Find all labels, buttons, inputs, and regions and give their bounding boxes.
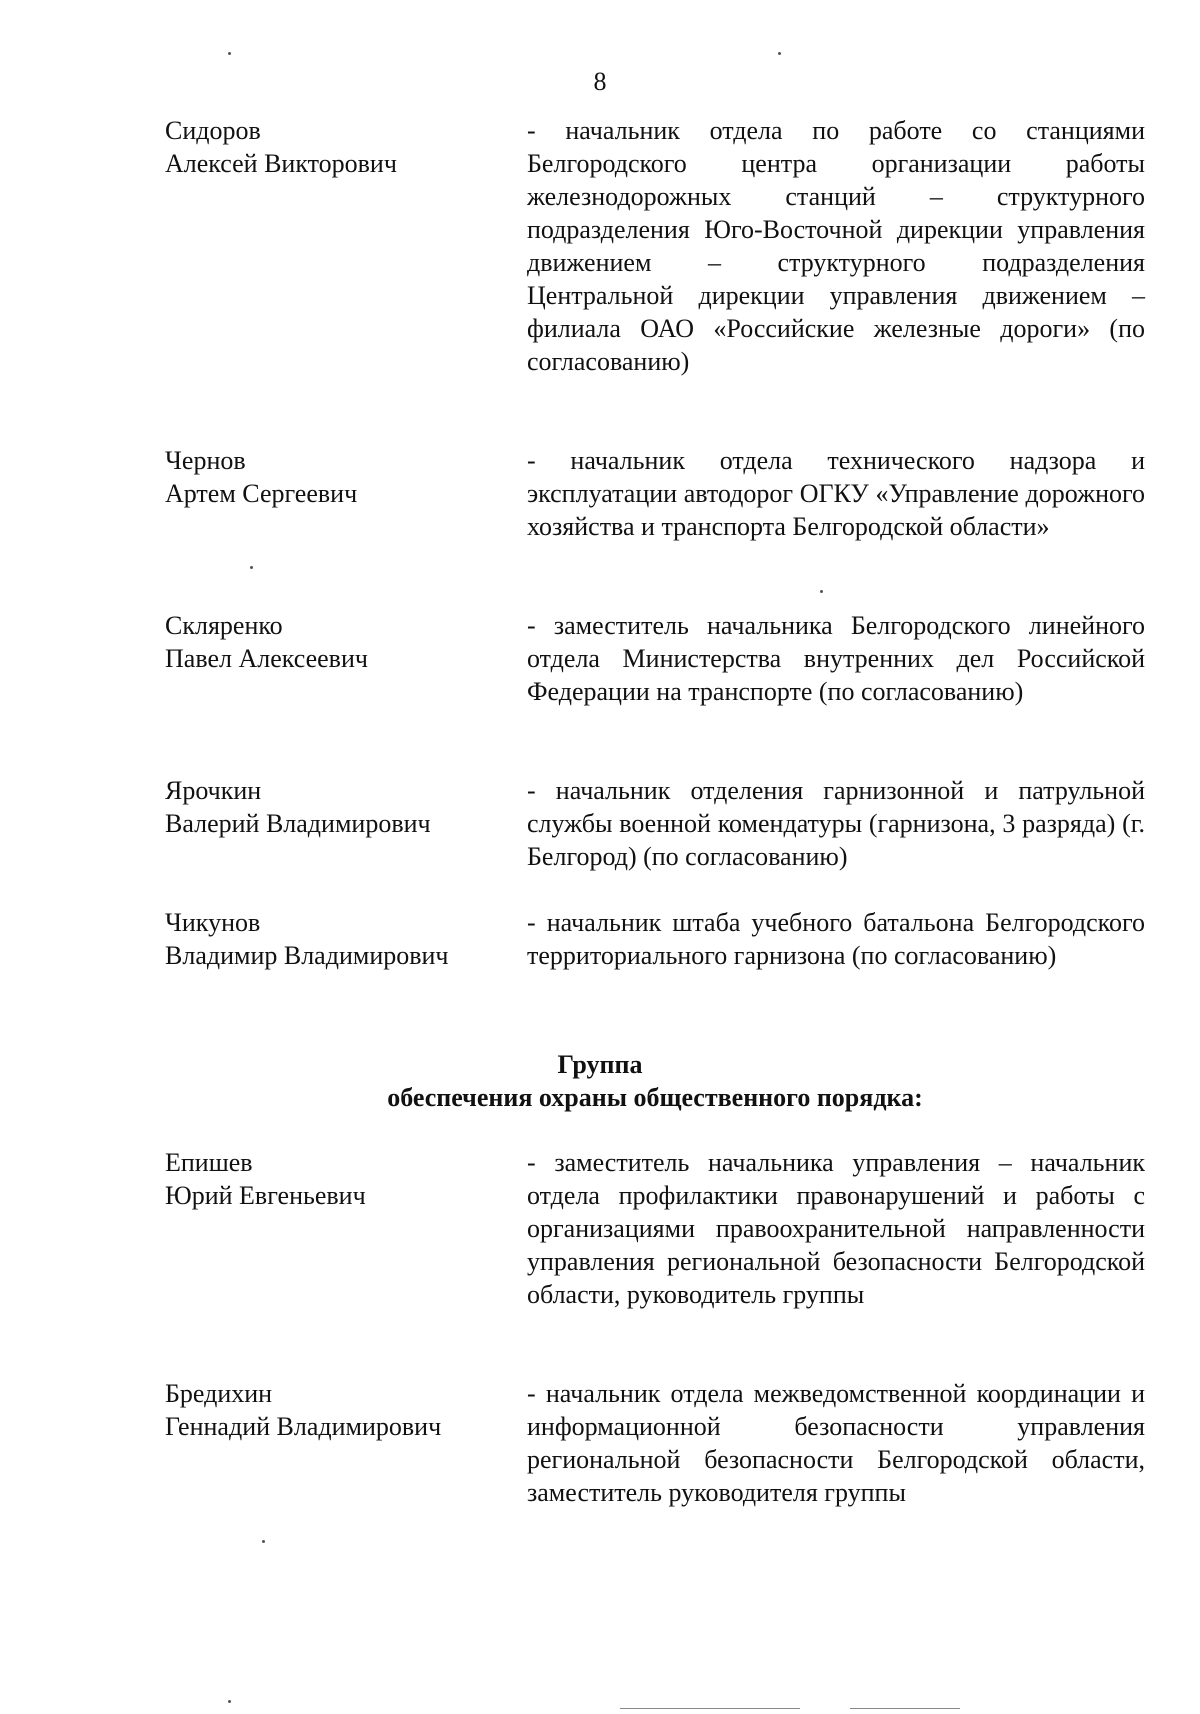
member-name	[165, 114, 505, 180]
member-surname: Сидоров	[165, 116, 261, 145]
member-role: - заместитель начальника Белгородского линейного отдела Министерства внутренних дел Российской Федерации на транспорте (по согласованию)	[527, 611, 1145, 706]
member-role: - начальник отдела межведомственной координации и информационной безопасности управления региональной безопасности Белгородской области, заместитель руководителя группы	[527, 1379, 1145, 1507]
member-given-names: Артем Сергеевич	[165, 479, 358, 508]
member-name	[165, 444, 505, 510]
section-heading	[0, 1048, 1200, 1114]
member-role: - начальник отделения гарнизонной и патрульной службы военной комендатуры (гарнизона, 3 разряда) (г. Белгород) (по согласованию)	[527, 776, 1145, 871]
member-surname: Ярочкин	[165, 776, 262, 805]
member-name	[165, 1377, 505, 1443]
member-name	[165, 609, 505, 675]
member-entry	[165, 114, 1145, 414]
member-entry	[165, 1377, 1145, 1547]
scan-edge-line	[850, 1708, 960, 1709]
scan-edge-line	[620, 1708, 800, 1709]
member-given-names: Юрий Евгеньевич	[165, 1181, 366, 1210]
scan-speck	[262, 1540, 265, 1543]
section-heading-line2: обеспечения охраны общественного порядка:	[387, 1083, 923, 1112]
scan-speck	[820, 590, 823, 593]
member-surname: Бредихин	[165, 1379, 273, 1408]
member-name	[165, 774, 505, 840]
member-given-names: Павел Алексеевич	[165, 644, 368, 673]
member-surname: Епишев	[165, 1148, 253, 1177]
member-entry	[165, 609, 1145, 749]
member-entry	[165, 1146, 1145, 1356]
member-role: - начальник отдела технического надзора и эксплуатации автодорог ОГКУ «Управление дорожного хозяйства и транспорта Белгородской области»	[527, 446, 1145, 541]
member-role: - начальник штаба учебного батальона Белгородского территориального гарнизона (по согласованию)	[527, 908, 1145, 970]
member-role: - заместитель начальника управления – начальник отдела профилактики правонарушений и работы с организациями правоохранительной направленности управления региональной безопасности Белгородской области, руководитель группы	[527, 1148, 1145, 1309]
scan-speck	[228, 52, 231, 55]
member-name	[165, 906, 505, 972]
member-given-names: Алексей Викторович	[165, 149, 397, 178]
page-number: 8	[593, 67, 607, 96]
member-entry	[165, 774, 1145, 884]
scan-speck	[250, 566, 253, 569]
member-surname: Чернов	[165, 446, 246, 475]
member-given-names: Геннадий Владимирович	[165, 1412, 442, 1441]
scan-speck	[228, 1700, 231, 1703]
member-surname: Скляренко	[165, 611, 283, 640]
member-name	[165, 1146, 505, 1212]
member-entry	[165, 906, 1145, 1016]
scan-speck	[778, 52, 781, 55]
member-surname: Чикунов	[165, 908, 261, 937]
section-heading-line1: Группа	[557, 1050, 643, 1079]
member-given-names: Валерий Владимирович	[165, 809, 431, 838]
member-role: - начальник отдела по работе со станциями Белгородского центра организации работы железнодорожных станций – структурного подразделения Юго-Восточной дирекции управления движением – структурного подразделения Центральной дирекции управления движением – филиала ОАО «Российские железные дороги» (по согласованию)	[527, 116, 1145, 376]
member-entry	[165, 444, 1145, 584]
member-given-names: Владимир Владимирович	[165, 941, 449, 970]
